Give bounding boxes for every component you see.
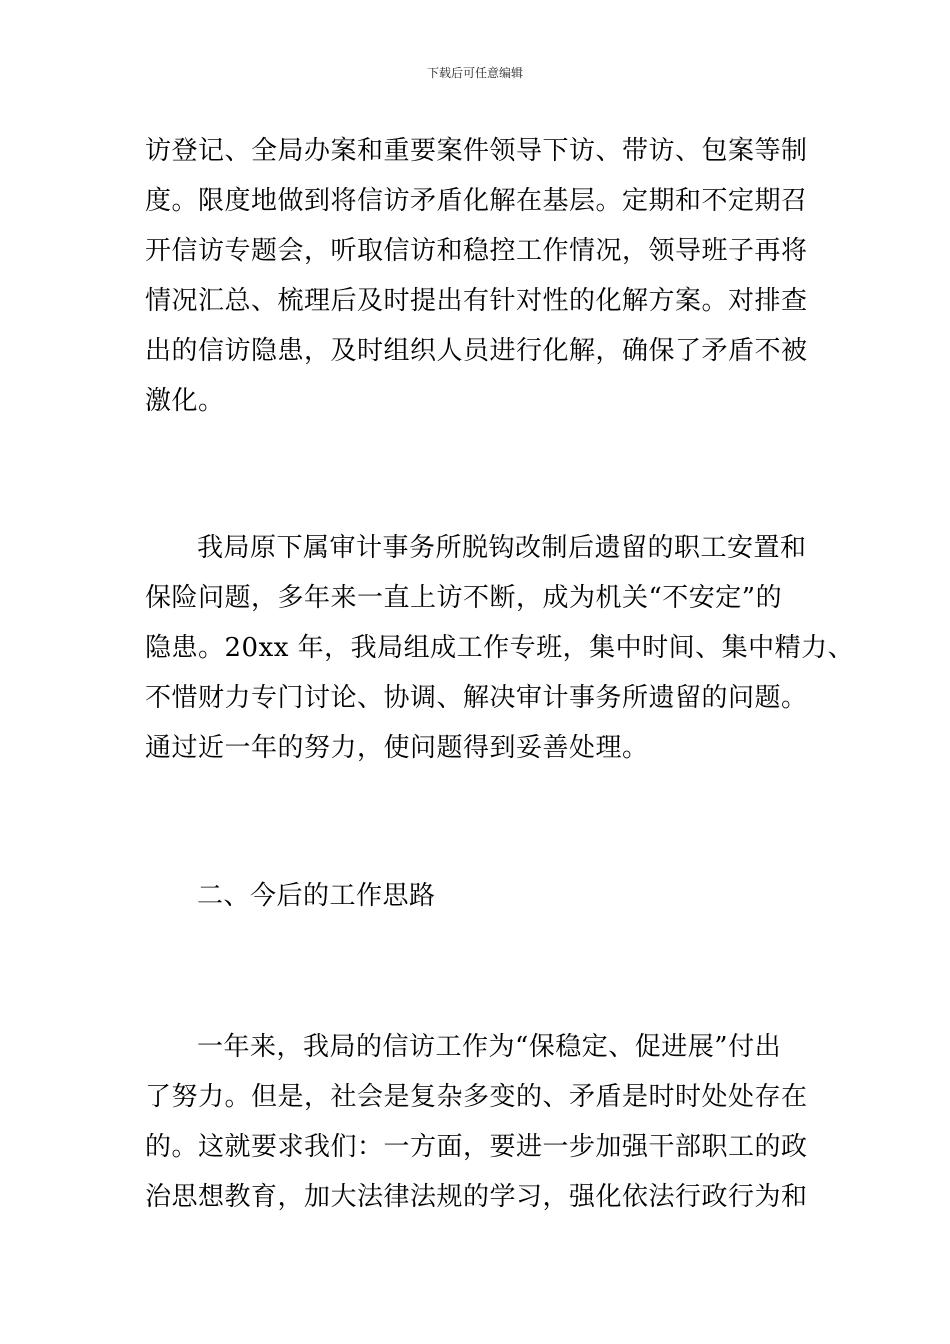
paragraph-line: 一年来，我局的信访工作为“保稳定、促进展”付出 — [197, 1032, 782, 1062]
paragraph-line: 访登记、全局办案和重要案件领导下访、带访、包案等制 — [145, 136, 808, 166]
paragraph-line: 通过近一年的努力，使问题得到妥善处理。 — [145, 733, 649, 763]
paragraph-line: 情况汇总、梳理后及时提出有针对性的化解方案。对排查 — [145, 286, 808, 316]
paragraph-line: 了努力。但是，社会是复杂多变的、矛盾是时时处处存在 — [145, 1082, 808, 1112]
paragraph-1 — [145, 126, 815, 426]
paragraph-line: 隐患。20xx 年，我局组成工作专班，集中时间、集中精力、 — [145, 633, 855, 663]
paragraph-line: 治思想教育，加大法律法规的学习，强化依法行政行为和 — [145, 1182, 808, 1212]
paragraph-line: 我局原下属审计事务所脱钩改制后遗留的职工安置和 — [197, 533, 807, 563]
paragraph-line: 不惜财力专门讨论、协调、解决审计事务所遗留的问题。 — [145, 683, 808, 713]
page-header: 下载后可任意编辑 — [426, 66, 523, 80]
paragraph-2 — [145, 523, 855, 773]
paragraph-line: 激化。 — [145, 386, 225, 416]
section-heading — [145, 871, 815, 921]
paragraph-line: 度。限度地做到将信访矛盾化解在基层。定期和不定期召 — [145, 186, 808, 216]
paragraph-3 — [145, 1022, 815, 1222]
paragraph-line: 保险问题，多年来一直上访不断，成为机关“不安定”的 — [145, 583, 783, 613]
section-heading-text: 二、今后的工作思路 — [197, 881, 436, 911]
paragraph-line: 的。这就要求我们：一方面，要进一步加强干部职工的政 — [145, 1132, 808, 1162]
paragraph-line: 开信访专题会，听取信访和稳控工作情况，领导班子再将 — [145, 236, 808, 266]
paragraph-line: 出的信访隐患，及时组织人员进行化解，确保了矛盾不被 — [145, 336, 808, 366]
